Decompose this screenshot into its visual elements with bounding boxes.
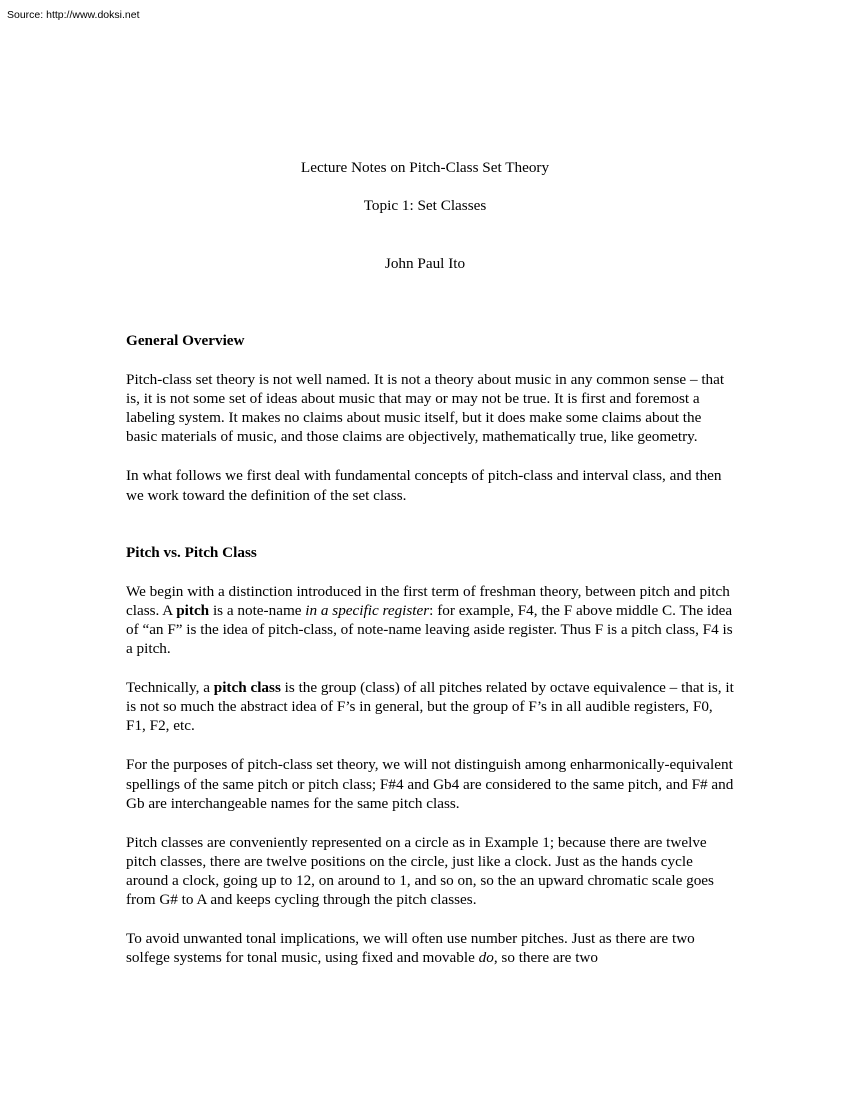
source-line: Source: http://www.doksi.net xyxy=(7,9,140,21)
text-run: is the group (class) of all pitches related by octave equivalence – that is, it is not so much the abstract idea of F’s in general, but the group of F’s in all audible registers, F0, F1, F2, etc. xyxy=(126,679,734,735)
paragraph-pitch-4: Pitch classes are conveniently represented on a circle as in Example 1; because there are twelve pitch classes, there are twelve positions on the circle, just like a clock. Just as the hands cycle around a clock, going up to 12, on around to 1, and so on, so the an upward chromatic scale goes from G# to A and keeps cycling through the pitch classes. xyxy=(126,833,714,908)
author-name: John Paul Ito xyxy=(384,255,466,272)
paragraph-pitch-1 xyxy=(126,582,736,658)
heading-pitch-vs-pitch-class: Pitch vs. Pitch Class xyxy=(126,543,257,561)
paragraph-pitch-2 xyxy=(126,678,736,735)
term-pitch: pitch xyxy=(176,601,210,619)
paragraph-overview-2: In what follows we first deal with fundamental concepts of pitch-class and interval class, and then we work toward the definition of the set class. xyxy=(126,467,722,504)
text-run: , so there are two xyxy=(493,949,598,967)
heading-general-overview: General Overview xyxy=(126,332,245,349)
document-body xyxy=(126,331,736,967)
text-run: : for example, F4, the F above middle C. The idea of “an F” is the idea of pitch-class, of note-name leaving aside register. Thus F is a pitch class, F4 is a pitch. xyxy=(126,601,733,658)
text-run: Technically, a xyxy=(126,679,214,697)
text-run: To avoid unwanted tonal implications, we will often use number pitches. Just as there are two solfege systems for tonal music, using fixed and movable xyxy=(126,930,695,967)
text-run: We begin with a distinction introduced in the first term of freshman theory, between pitch and pitch class. A xyxy=(126,582,730,619)
emphasis-do: do xyxy=(478,949,494,967)
document-title: Lecture Notes on Pitch-Class Set Theory xyxy=(300,159,550,176)
paragraph-pitch-3: For the purposes of pitch-class set theory, we will not distinguish among enharmonically-equivalent spellings of the same pitch or pitch class; F#4 and Gb4 are considered to the same pitch, and F# and Gb are interchangeable names for the same pitch class. xyxy=(126,756,734,812)
term-pitch-class: pitch class xyxy=(213,679,281,697)
topic-line: Topic 1: Set Classes xyxy=(363,197,487,214)
text-run: is a note-name xyxy=(209,601,306,619)
paragraph-pitch-5 xyxy=(126,929,736,967)
paragraph-overview-1: Pitch-class set theory is not well named. It is not a theory about music in any common sense – that is, it is not some set of ideas about music that may or may not be true. It is first and foremost a labeling system. It makes no claims about music itself, but it does make some claims about the basic materials of music, and those claims are objectively, mathematically true, like geometry. xyxy=(126,371,725,446)
emphasis-specific-register: in a specific register xyxy=(305,601,430,619)
